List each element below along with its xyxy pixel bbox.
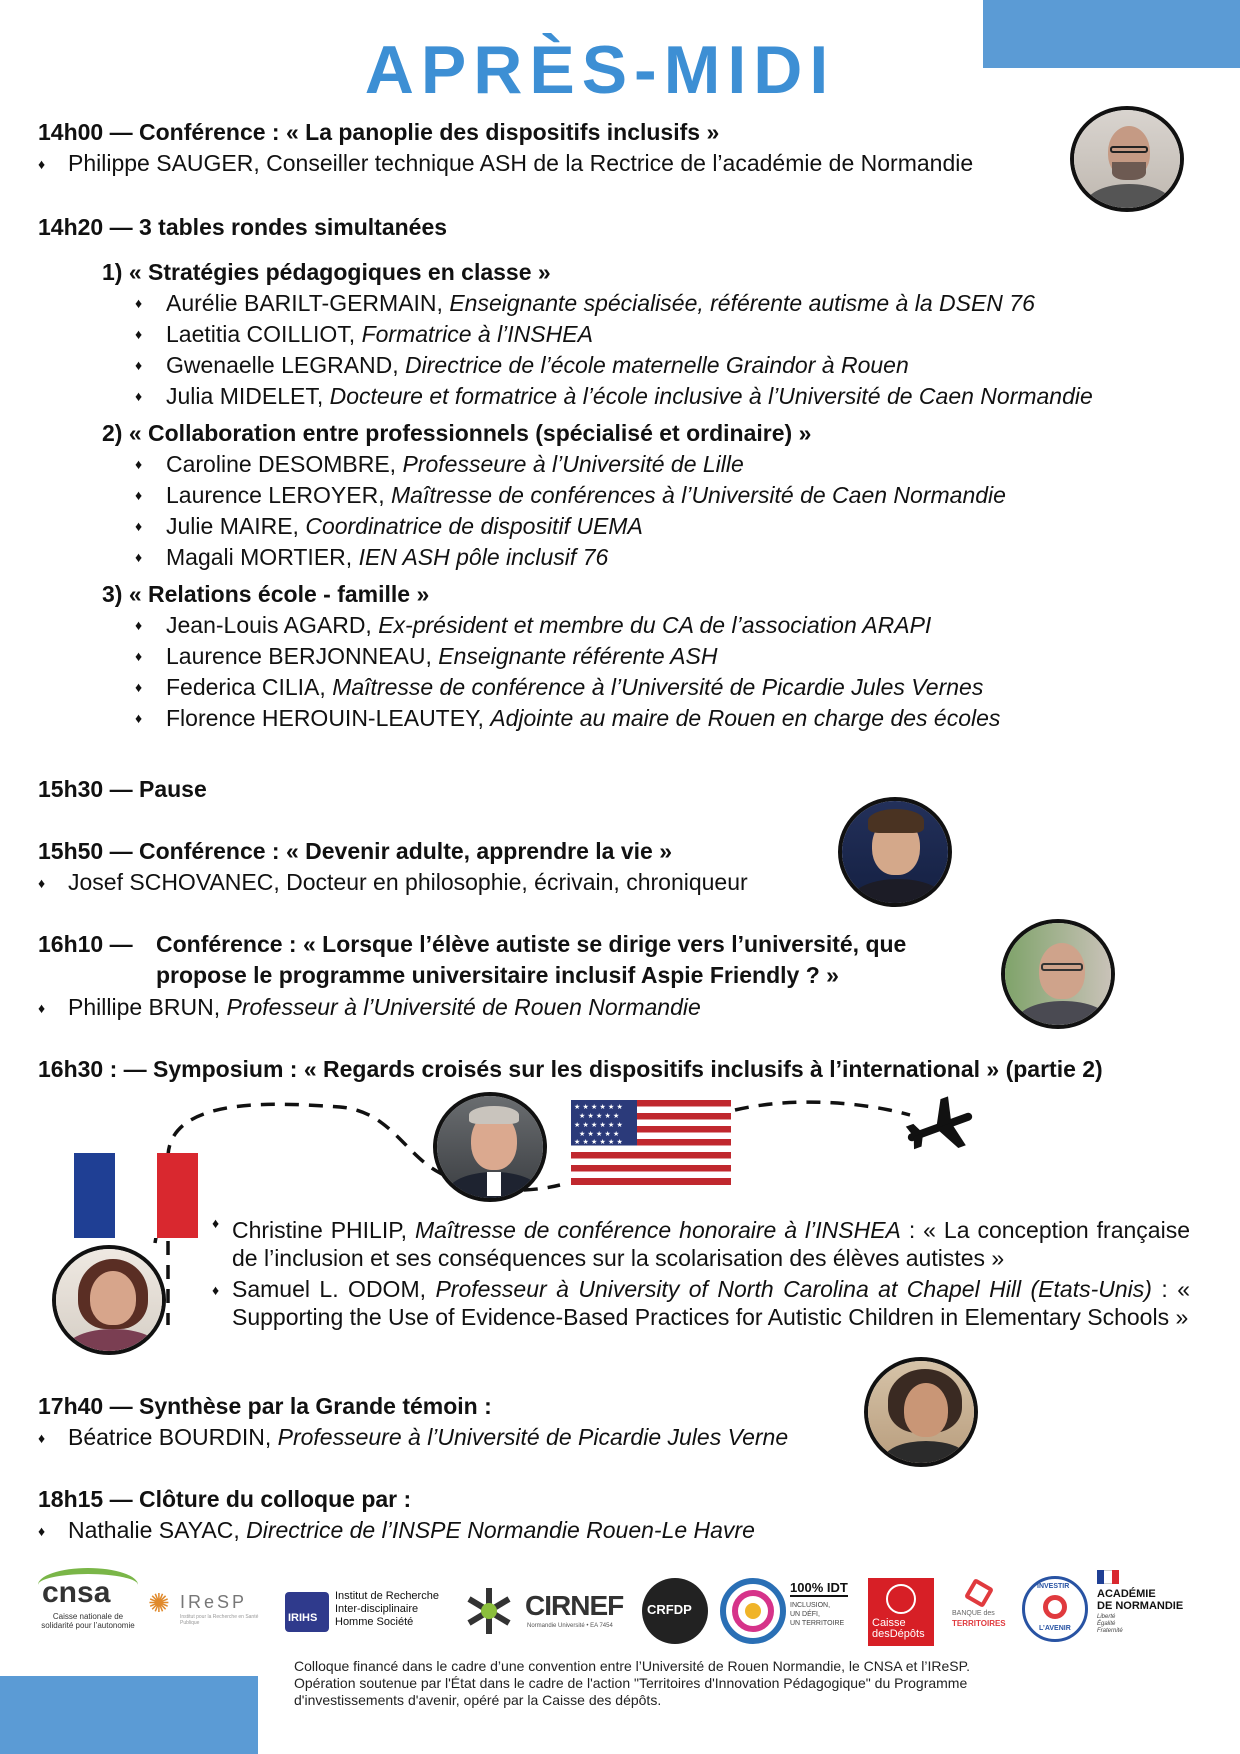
- speaker-name: Phillipe BRUN,: [68, 994, 227, 1020]
- diamond-bullet-icon: ♦: [212, 1282, 220, 1298]
- session-heading-1630: 16h30 : — Symposium : « Regards croisés sur les dispositifs inclusifs à l’international » (partie 2): [38, 1056, 1103, 1082]
- speaker-text: Philippe SAUGER, Conseiller technique ASH de la Rectrice de l’académie de Normandie: [68, 150, 974, 176]
- diamond-bullet-icon: ♦: [135, 326, 143, 342]
- session-heading-1550: 15h50 — Conférence : « Devenir adulte, apprendre la vie »: [38, 838, 673, 864]
- speaker-photo-odom: [433, 1092, 547, 1202]
- speaker-photo-bourdin: [864, 1357, 978, 1467]
- france-flag-icon: [74, 1153, 198, 1238]
- table-participant: [166, 673, 983, 701]
- diamond-bullet-icon: ♦: [135, 710, 143, 726]
- footer-line-2: Opération soutenue par l'État dans le cadre de l'action "Territoires d'Innovation Pédagogique" du Programme: [294, 1675, 968, 1691]
- participant-role: Professeure à l’Université de Lille: [402, 451, 744, 477]
- caisse-des-depots-logo: Caisse desDépôts: [868, 1578, 934, 1646]
- diamond-bullet-icon: ♦: [135, 648, 143, 664]
- participant-role: Enseignante spécialisée, référente autisme à la DSEN 76: [449, 290, 1035, 316]
- participant-name: Julie MAIRE,: [166, 513, 306, 539]
- airplane-icon: [901, 1092, 977, 1162]
- spiral-logo-icon: [462, 1584, 516, 1638]
- irihs-logo: IRIHS Institut de Recherche Inter-disciplinaire Homme Société: [285, 1584, 455, 1640]
- svg-text:★ ★ ★ ★ ★ ★: ★ ★ ★ ★ ★ ★: [574, 1103, 623, 1111]
- marianne-flag-icon: [1097, 1570, 1119, 1584]
- participant-name: Magali MORTIER,: [166, 544, 359, 570]
- seal-icon: [886, 1584, 916, 1614]
- table-title-1: 1) « Stratégies pédagogiques en classe »: [102, 259, 551, 285]
- table-participant: [166, 512, 643, 540]
- participant-role: Enseignante référente ASH: [438, 643, 718, 669]
- table-participant: [166, 611, 931, 639]
- speaker-line-sayac: ♦ Nathalie SAYAC, Directrice de l’INSPE Normandie Rouen-Le Havre: [38, 1517, 755, 1543]
- diamond-bullet-icon: ♦: [135, 549, 143, 565]
- svg-text:★ ★ ★ ★ ★: ★ ★ ★ ★ ★: [579, 1112, 620, 1120]
- academie-normandie-logo: ACADÉMIE DE NORMANDIE Liberté Égalité Fraternité: [1097, 1570, 1207, 1640]
- table-participant: [166, 289, 1035, 317]
- cnsa-logo: cnsa Caisse nationale de solidarité pour l’autonomie: [38, 1568, 138, 1634]
- session-heading-1610-line2: propose le programme universitaire inclusif Aspie Friendly ? »: [156, 962, 839, 988]
- diamond-bullet-icon: ♦: [135, 456, 143, 472]
- participant-role: Coordinatrice de dispositif UEMA: [305, 513, 643, 539]
- participant-name: Jean-Louis AGARD,: [166, 612, 379, 638]
- speaker-line-brun: [38, 993, 701, 1022]
- participant-name: Laetitia COILLIOT,: [166, 321, 362, 347]
- diamond-bullet-icon: ♦: [135, 388, 143, 404]
- speaker-text: Josef SCHOVANEC, Docteur en philosophie, écrivain, chroniqueur: [68, 869, 748, 895]
- speaker-photo-brun: [1001, 919, 1115, 1029]
- svg-text:★ ★ ★ ★ ★ ★: ★ ★ ★ ★ ★ ★: [574, 1121, 623, 1129]
- diamond-bullet-icon: ♦: [135, 357, 143, 373]
- participant-name: Laurence LEROYER,: [166, 482, 392, 508]
- diamond-bullet-icon: ♦: [38, 1523, 46, 1539]
- session-heading-1610-line1: Conférence : « Lorsque l’élève autiste se dirige vers l’université, que: [156, 931, 907, 957]
- diamond-bullet-icon: ♦: [135, 518, 143, 534]
- bottom-left-band: [0, 1676, 258, 1754]
- speaker-role: Professeur à l’Université de Rouen Normandie: [226, 994, 701, 1020]
- participant-role: Formatrice à l’INSHEA: [361, 321, 593, 347]
- diamond-bullet-icon: ♦: [135, 679, 143, 695]
- usa-flag-icon: [571, 1100, 731, 1185]
- participant-role: Docteure et formatrice à l’école inclusive à l’Université de Caen Normandie: [329, 383, 1093, 409]
- participant-role: Maîtresse de conférence à l’Université de Picardie Jules Vernes: [332, 674, 984, 700]
- table-participant: [166, 704, 1000, 732]
- table-participant: [166, 382, 1093, 410]
- participant-name: Florence HEROUIN-LEAUTEY,: [166, 705, 491, 731]
- symposium-speaker-odom: Samuel L. ODOM, Professeur à University of North Carolina at Chapel Hill (Etats-Unis) : « Supporting the Use of Evidence-Based Practices for Autistic Children in Elementary Schools »: [232, 1276, 1191, 1330]
- participant-name: Laurence BERJONNEAU,: [166, 643, 439, 669]
- table-title-3: 3) « Relations école - famille »: [102, 581, 430, 607]
- participant-name: Aurélie BARILT-GERMAIN,: [166, 290, 450, 316]
- participant-role: Adjointe au maire de Rouen en charge des écoles: [490, 705, 1001, 731]
- participant-name: Federica CILIA,: [166, 674, 333, 700]
- table-participant: [166, 351, 909, 379]
- session-heading-1740: 17h40 — Synthèse par la Grande témoin :: [38, 1393, 492, 1419]
- diamond-bullet-icon: ♦: [135, 487, 143, 503]
- participant-name: Julia MIDELET,: [166, 383, 330, 409]
- investir-avenir-logo: INVESTIR L’AVENIR: [1022, 1576, 1088, 1642]
- iresp-logo: ✺ IReSP Institut pour la Recherche en Santé Publique: [148, 1588, 259, 1626]
- cirnef-logo: CIRNEF Normandie Université • EA 7454: [525, 1590, 624, 1629]
- diamond-bullet-icon: ♦: [135, 295, 143, 311]
- participant-name: Gwenaelle LEGRAND,: [166, 352, 406, 378]
- speaker-line-schovanec: [38, 868, 748, 897]
- table-title-2: 2) « Collaboration entre professionnels (spécialisé et ordinaire) »: [102, 420, 812, 446]
- idt-logo: 100% IDT INCLUSION, UN DÉFI, UN TERRITOIRE: [790, 1580, 848, 1627]
- symposium-speaker-philip: Christine PHILIP, Maîtresse de conférence honoraire à l’INSHEA : « La conception française de l’inclusion et ses conséquences sur la scolarisation des élèves autistes »: [232, 1217, 1190, 1271]
- page-title: APRÈS-MIDI: [364, 32, 836, 108]
- diamond-bullet-icon: ♦: [38, 875, 46, 891]
- diamond-bullet-icon: ♦: [38, 1430, 46, 1446]
- hexagon-icon: [964, 1578, 994, 1608]
- participant-role: Directrice de l’école maternelle Graindor à Rouen: [405, 352, 909, 378]
- table-participant: [166, 320, 593, 348]
- session-time-1610: 16h10 —: [38, 931, 133, 957]
- participant-role: Maîtresse de conférences à l’Université de Caen Normandie: [391, 482, 1006, 508]
- table-participant: [166, 642, 717, 670]
- speaker-photo-schovanec: [838, 797, 952, 907]
- svg-text:★ ★ ★ ★ ★ ★: ★ ★ ★ ★ ★ ★: [574, 1138, 623, 1146]
- diamond-bullet-icon: ♦: [212, 1215, 220, 1231]
- footer-line-1: Colloque financé dans le cadre d’une convention entre l’Université de Rouen Normandie, le CNSA et l’IReSP.: [294, 1658, 971, 1674]
- table-participant: [166, 543, 608, 571]
- svg-text:★ ★ ★ ★ ★: ★ ★ ★ ★ ★: [579, 1130, 620, 1138]
- sun-icon: ✺: [148, 1588, 170, 1618]
- banque-des-territoires-logo: BANQUE des TERRITOIRES: [950, 1582, 1012, 1638]
- session-heading-1815: 18h15 — Clôture du colloque par :: [38, 1486, 412, 1512]
- speaker-line-sauger: [38, 149, 973, 178]
- dashed-route-right: [735, 1102, 910, 1115]
- session-heading-1400: 14h00 — Conférence : « La panoplie des dispositifs inclusifs »: [38, 119, 720, 145]
- participant-role: IEN ASH pôle inclusif 76: [358, 544, 609, 570]
- diamond-bullet-icon: ♦: [38, 1000, 46, 1016]
- diamond-bullet-icon: ♦: [38, 156, 46, 172]
- crfdp-logo: CRFDP: [642, 1578, 708, 1644]
- footer-line-3: d'investissements d'avenir, opéré par la Caisse des dépôts.: [294, 1692, 662, 1708]
- idt-emblem-icon: [720, 1578, 786, 1644]
- table-participant: [166, 450, 744, 478]
- speaker-line-bourdin: ♦ Béatrice BOURDIN, Professeure à l’Université de Picardie Jules Verne: [38, 1424, 789, 1450]
- speaker-photo-sauger: [1070, 106, 1184, 212]
- pause-heading: 15h30 — Pause: [38, 776, 207, 802]
- participant-role: Ex-président et membre du CA de l’association ARAPI: [378, 612, 932, 638]
- participant-name: Caroline DESOMBRE,: [166, 451, 403, 477]
- session-heading-1420: 14h20 — 3 tables rondes simultanées: [38, 214, 448, 240]
- diamond-bullet-icon: ♦: [135, 617, 143, 633]
- table-participant: [166, 481, 1006, 509]
- speaker-photo-philip: [52, 1245, 166, 1355]
